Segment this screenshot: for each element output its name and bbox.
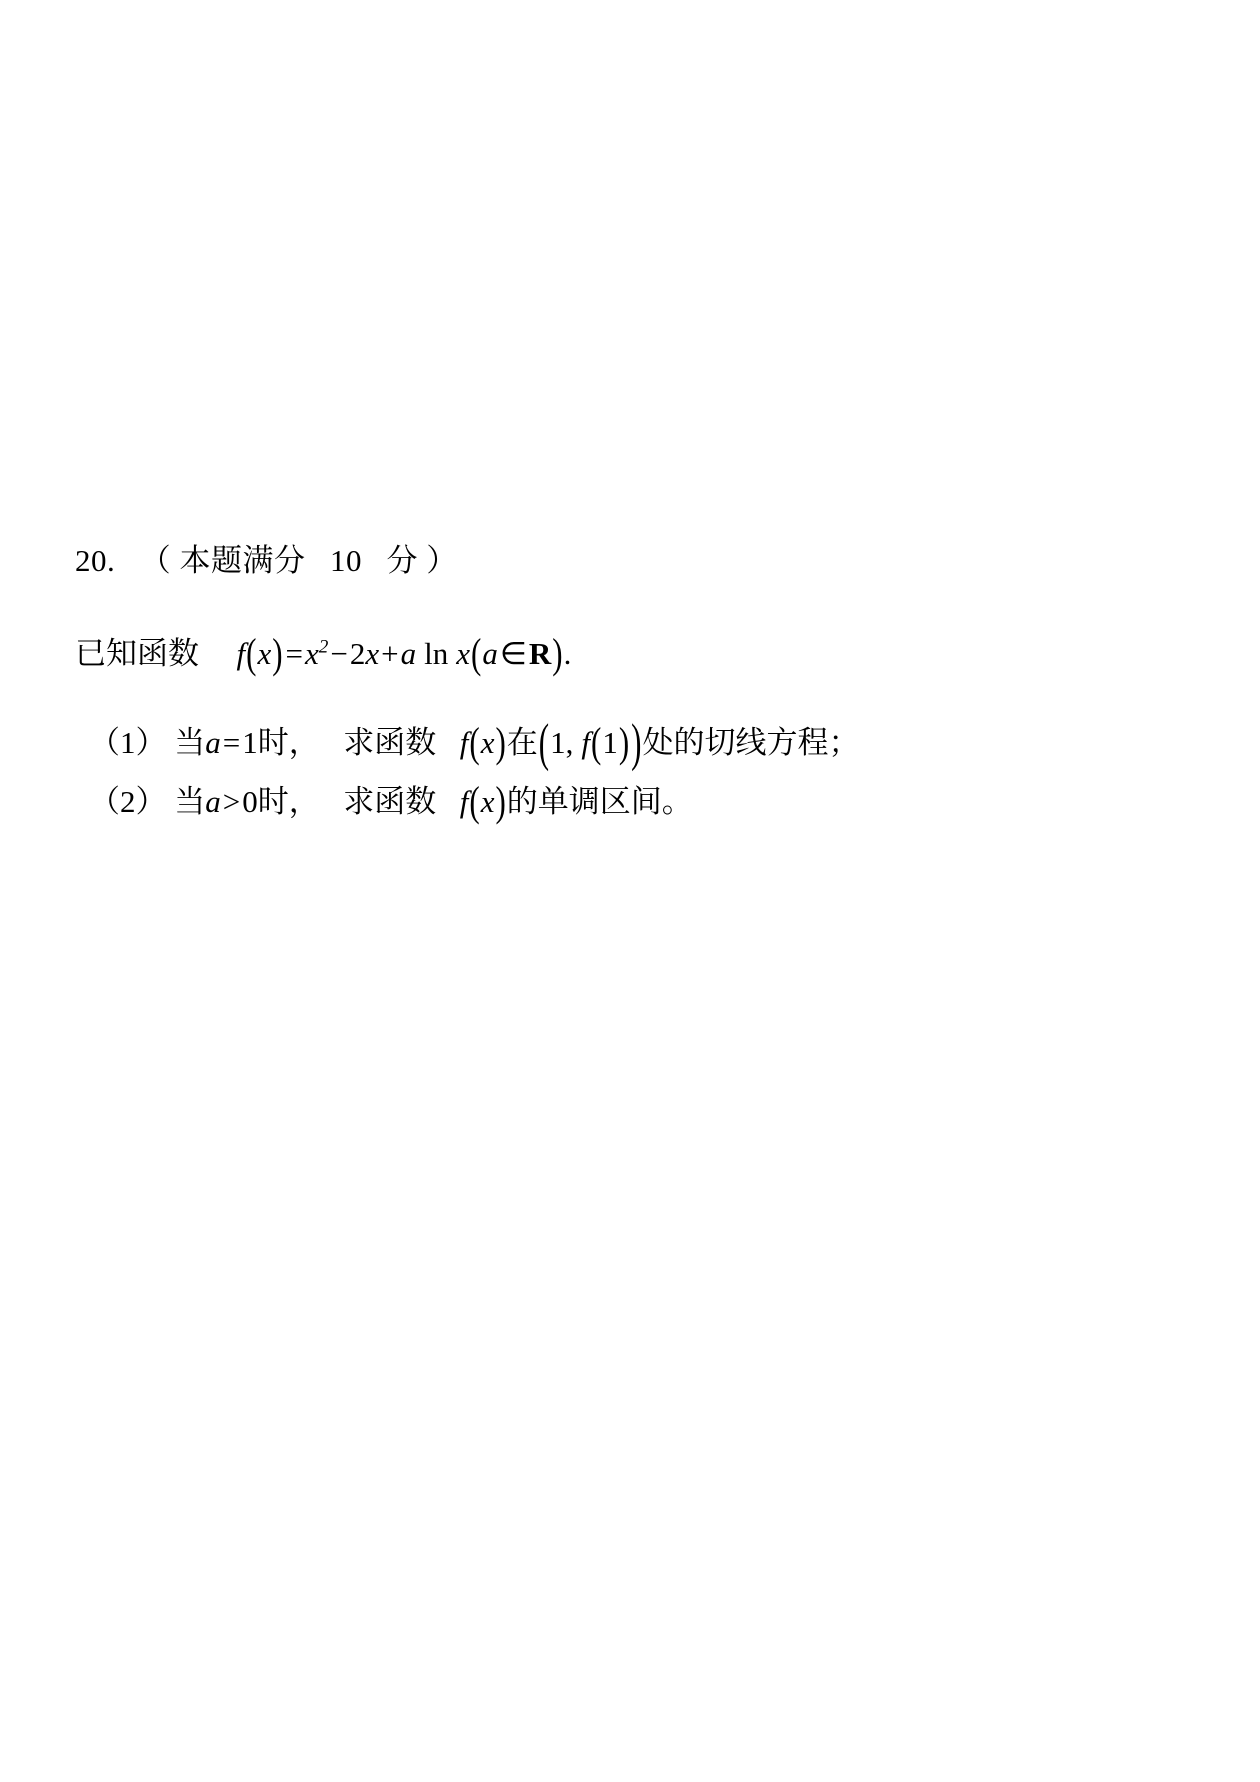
- formula-rparen-1: ): [272, 629, 283, 677]
- item2-relation: >: [222, 784, 241, 819]
- given-function-line: [75, 628, 1175, 677]
- formula-real-set: R: [528, 636, 552, 671]
- item1-marker-open: （: [89, 725, 120, 760]
- item2-lead: 当: [174, 784, 206, 819]
- formula-x-2: x: [305, 636, 319, 671]
- formula-two: 2: [349, 636, 366, 671]
- item2-var: a: [205, 784, 221, 819]
- item2-when: 时，: [257, 784, 320, 819]
- item2-fn-f: f: [459, 784, 469, 819]
- formula-minus: −: [330, 636, 348, 671]
- item1-fn-lparen: (: [469, 718, 480, 766]
- item1-ask: 求函数: [343, 725, 437, 760]
- item1-var: a: [205, 725, 221, 760]
- item1-when: 时，: [257, 725, 320, 760]
- item1-point-lparen: (: [538, 712, 550, 772]
- formula-equals: =: [285, 636, 304, 671]
- formula-in: ∈: [499, 636, 527, 671]
- heading-open-paren: （: [139, 543, 172, 578]
- heading-text: 本题满分: [179, 543, 306, 578]
- problem-heading: [75, 535, 1175, 580]
- problem-item-2: [89, 776, 1175, 825]
- heading-close-paren: ）: [426, 543, 458, 578]
- formula-lparen-2: (: [471, 629, 482, 677]
- given-label: 已知函数: [75, 636, 199, 671]
- problem-item-1: [89, 712, 1175, 772]
- item1-fn-x: x: [480, 725, 495, 760]
- formula-rparen-2: ): [552, 629, 563, 677]
- item1-at: 在: [506, 725, 538, 760]
- formula-ln: ln: [424, 636, 449, 671]
- item2-marker-close: ）: [135, 784, 167, 819]
- formula-plus: +: [381, 636, 399, 671]
- item2-marker-open: （: [89, 784, 120, 819]
- item1-point-lparen-inner: (: [590, 718, 602, 766]
- item1-point-rparen-inner: ): [618, 718, 630, 766]
- formula-exponent: 2: [318, 636, 329, 658]
- item1-fn-rparen: ): [495, 718, 506, 766]
- formula-x-1: x: [257, 636, 272, 671]
- item1-lead: 当: [174, 725, 206, 760]
- item1-point-rparen: ): [631, 712, 642, 772]
- formula-lparen-1: (: [246, 629, 257, 677]
- formula-x-4: x: [456, 636, 471, 671]
- item1-marker-num: 1: [120, 725, 136, 760]
- item1-tail: 处的切线方程；: [642, 725, 860, 760]
- item1-marker-close: ）: [135, 725, 167, 760]
- heading-score: 10: [330, 543, 362, 578]
- problem-block: [75, 535, 1175, 835]
- item1-value: 1: [242, 725, 258, 760]
- formula-a-2: a: [482, 636, 498, 671]
- item1-fn-f: f: [459, 725, 469, 760]
- item2-fn-rparen: ): [495, 777, 506, 825]
- problem-number: 20.: [75, 543, 116, 578]
- item1-point-f: f: [581, 725, 590, 760]
- given-formula: [236, 629, 572, 677]
- formula-f: f: [236, 636, 246, 671]
- formula-period: .: [563, 636, 572, 671]
- formula-a: a: [400, 636, 417, 671]
- item2-tail: 的单调区间。: [506, 784, 693, 819]
- item1-point-one: 1,: [550, 725, 574, 760]
- item2-value: 0: [242, 784, 258, 819]
- item2-ask: 求函数: [343, 784, 437, 819]
- item2-marker-num: 2: [120, 784, 136, 819]
- item2-fn-x: x: [480, 784, 495, 819]
- formula-x-3: x: [365, 636, 380, 671]
- item1-relation: =: [222, 725, 241, 760]
- item1-point-one-inner: 1: [602, 725, 618, 760]
- item2-fn-lparen: (: [469, 777, 480, 825]
- heading-unit: 分: [386, 543, 418, 578]
